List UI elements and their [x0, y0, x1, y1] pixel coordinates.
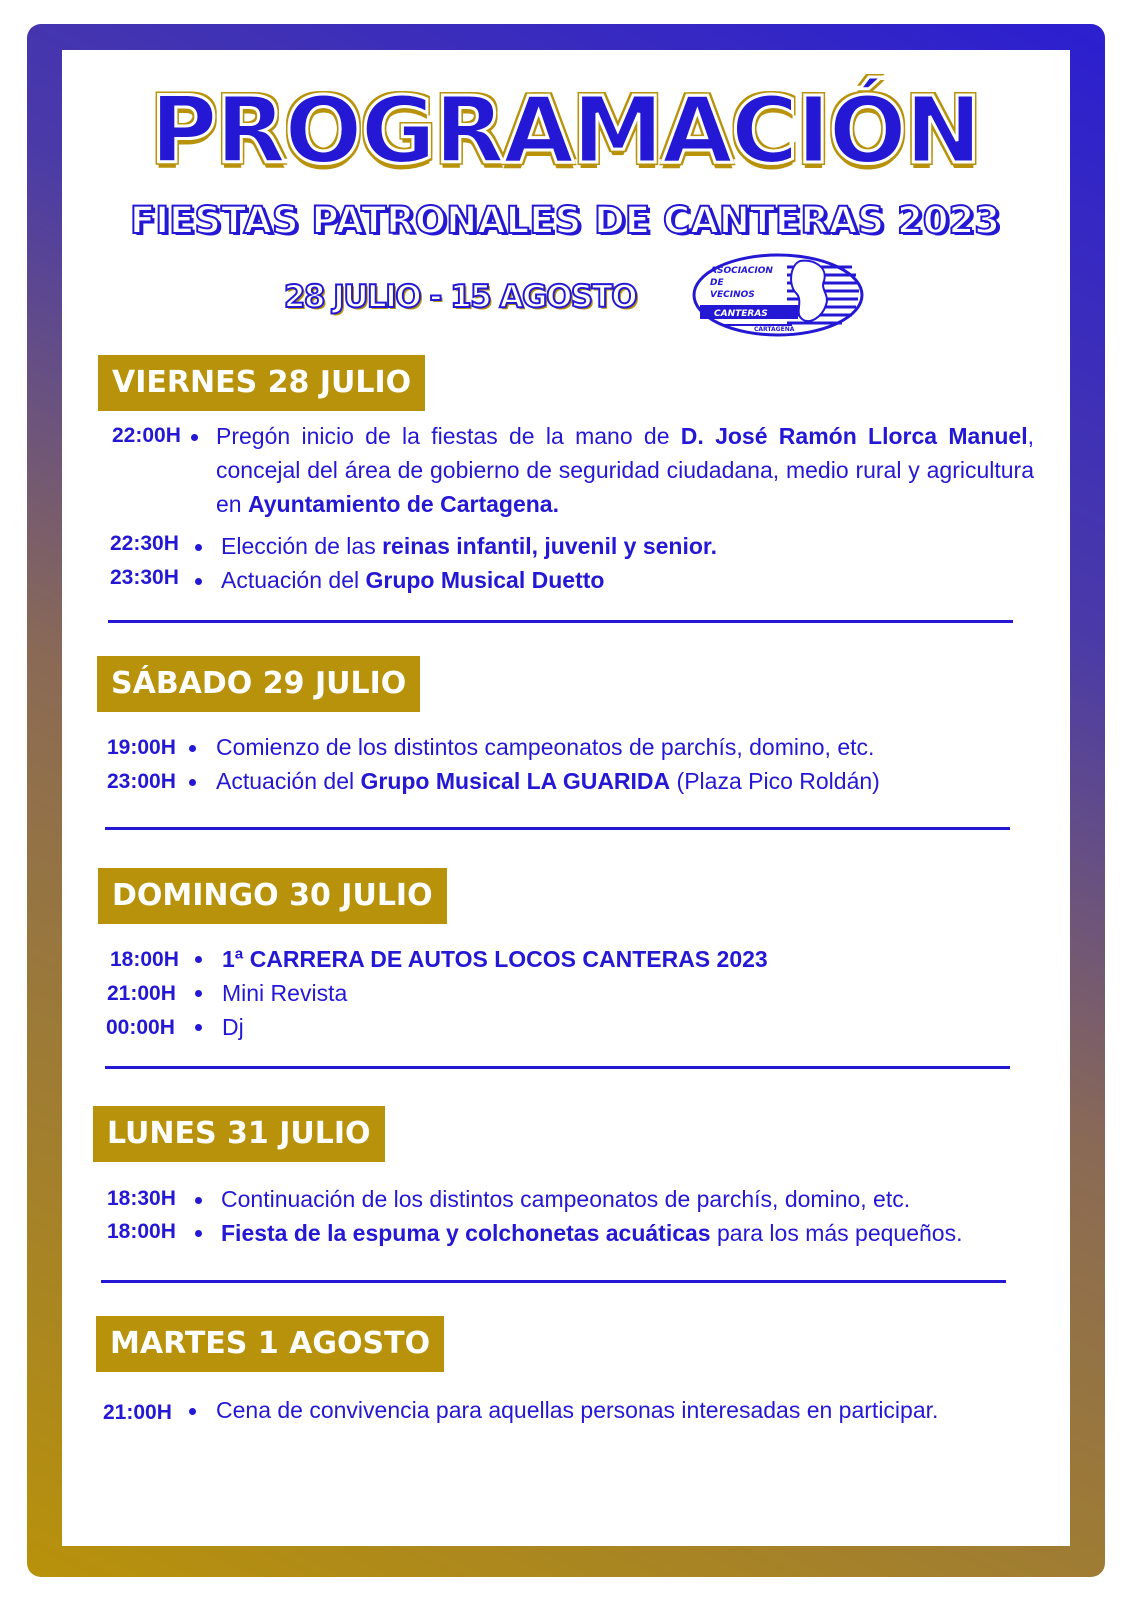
event-time: 18:30H — [107, 1187, 176, 1210]
logo-line-2: DE — [710, 278, 724, 288]
logo-line-1: ASOCIACION — [710, 266, 773, 276]
bullet-icon — [191, 434, 198, 441]
event-description: Pregón inicio de la fiestas de la mano de D. José Ramón Llorca Manuel, concejal del área de gobierno de seguridad ciudadana, medio rural y agricultura en Ayuntamiento de Cartagena. — [216, 423, 1034, 517]
logo-line-5: CARTAGENA — [754, 326, 795, 333]
event-time: 23:30H — [110, 566, 179, 589]
event-subtitle: FIESTAS PATRONALES DE CANTERAS 2023 — [130, 199, 1000, 242]
bullet-icon — [189, 745, 196, 752]
event-time: 18:00H — [107, 1220, 176, 1243]
bullet-icon — [195, 990, 202, 997]
logo-line-4: CANTERAS — [714, 309, 768, 319]
day-heading-martes: MARTES 1 AGOSTO — [96, 1316, 444, 1372]
bullet-icon — [195, 1230, 202, 1237]
section-divider — [101, 1280, 1006, 1283]
event-time: 22:00H — [112, 424, 181, 447]
event-description: Comienzo de los distintos campeonatos de parchís, domino, etc. — [216, 734, 875, 760]
day-heading-lunes: LUNES 31 JULIO — [93, 1106, 385, 1162]
event-time: 19:00H — [107, 736, 176, 759]
bullet-icon — [189, 779, 196, 786]
event-time: 21:00H — [107, 982, 176, 1005]
event-description: Elección de las reinas infantil, juvenil y senior. — [221, 533, 717, 559]
event-description: Continuación de los distintos campeonatos de parchís, domino, etc. — [221, 1186, 911, 1212]
event-description: Cena de convivencia para aquellas personas interesadas en participar. — [216, 1397, 939, 1423]
day-heading-viernes: VIERNES 28 JULIO — [98, 355, 425, 411]
day-heading-domingo: DOMINGO 30 JULIO — [98, 868, 447, 924]
event-description: Actuación del Grupo Musical LA GUARIDA (Plaza Pico Roldán) — [216, 768, 880, 794]
bullet-icon — [189, 1408, 196, 1415]
bullet-icon — [195, 544, 202, 551]
event-description: Fiesta de la espuma y colchonetas acuáticas para los más pequeños. — [221, 1220, 963, 1246]
bullet-icon — [195, 956, 202, 963]
bullet-icon — [195, 578, 202, 585]
bullet-icon — [195, 1024, 202, 1031]
event-description: Mini Revista — [222, 980, 348, 1006]
association-logo — [692, 253, 864, 337]
event-description: 1ª CARRERA DE AUTOS LOCOS CANTERAS 2023 — [222, 946, 768, 972]
bullet-icon — [195, 1197, 202, 1204]
event-description: Actuación del Grupo Musical Duetto — [221, 567, 605, 593]
day-heading-sabado: SÁBADO 29 JULIO — [97, 656, 420, 712]
page-title: PROGRAMACIÓN — [150, 77, 980, 184]
event-time: 23:00H — [107, 770, 176, 793]
event-time: 00:00H — [106, 1016, 175, 1039]
event-description: Dj — [222, 1014, 244, 1040]
section-divider — [105, 1066, 1010, 1069]
event-time: 21:00H — [103, 1401, 172, 1424]
section-divider — [108, 620, 1013, 623]
event-time: 22:30H — [110, 532, 179, 555]
event-time: 18:00H — [110, 948, 179, 971]
date-range: 28 JULIO - 15 AGOSTO — [283, 279, 637, 315]
section-divider — [105, 827, 1010, 830]
logo-line-3: VECINOS — [710, 290, 755, 300]
